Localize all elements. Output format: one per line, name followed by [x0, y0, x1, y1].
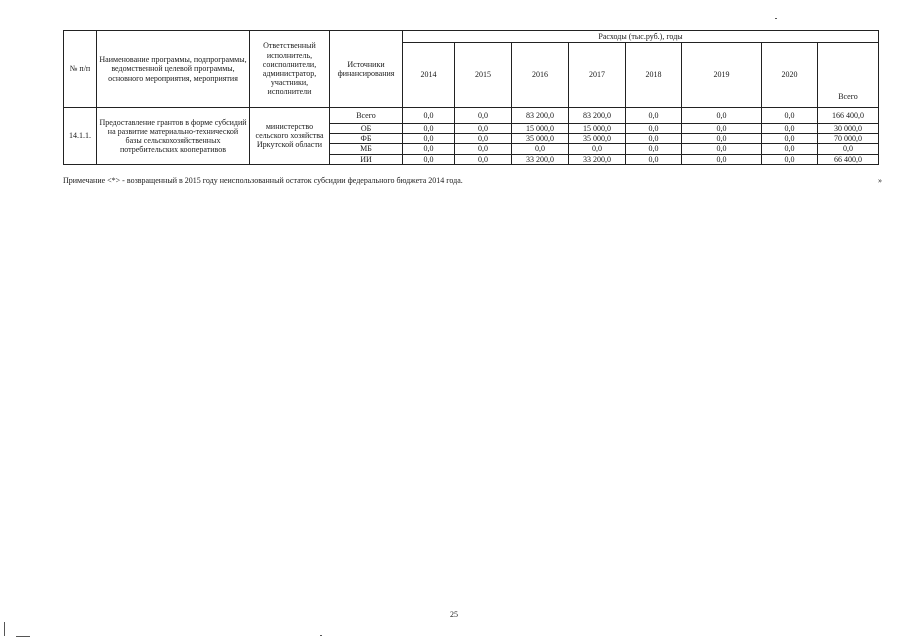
value-cell: 0,0	[403, 144, 455, 154]
value-cell: 35 000,0	[569, 134, 626, 144]
value-cell: 0,0	[682, 134, 762, 144]
value-cell: 0,0	[626, 134, 682, 144]
header-year-2017: 2017	[569, 43, 626, 108]
value-cell: 0,0	[569, 144, 626, 154]
value-cell: 15 000,0	[569, 124, 626, 134]
footnote: Примечание <*> - возвращенный в 2015 году неиспользованный остаток субсидии федерального бюджета 2014 года.	[63, 176, 463, 185]
value-cell: 15 000,0	[512, 124, 569, 134]
row-executor: министерство сельского хозяйства Иркутской области	[250, 108, 330, 165]
value-cell: 166 400,0	[818, 108, 879, 124]
value-cell: 83 200,0	[512, 108, 569, 124]
value-cell: 30 000,0	[818, 124, 879, 134]
value-cell: 0,0	[762, 154, 818, 164]
header-num: № п/п	[64, 31, 97, 108]
scan-speck	[16, 636, 30, 637]
value-cell: 0,0	[682, 108, 762, 124]
value-cell: 35 000,0	[512, 134, 569, 144]
page-number: 25	[450, 610, 458, 619]
value-cell: 0,0	[626, 154, 682, 164]
header-year-2016: 2016	[512, 43, 569, 108]
row-num: 14.1.1.	[64, 108, 97, 165]
value-cell: 0,0	[682, 124, 762, 134]
value-cell: 0,0	[818, 144, 879, 154]
value-cell: 0,0	[403, 124, 455, 134]
value-cell: 0,0	[682, 154, 762, 164]
value-cell: 0,0	[455, 154, 512, 164]
table-row	[64, 108, 879, 124]
header-executor: Ответственный исполнитель, соисполнители, администратор, участники, исполнители	[250, 31, 330, 108]
value-cell: 0,0	[626, 144, 682, 154]
budget-table	[63, 30, 879, 165]
scan-speck	[4, 622, 5, 636]
header-year-2018: 2018	[626, 43, 682, 108]
value-cell: 0,0	[762, 144, 818, 154]
source-cell: ИИ	[330, 154, 403, 164]
source-cell: ФБ	[330, 134, 403, 144]
value-cell: 0,0	[403, 134, 455, 144]
header-total: Всего	[818, 43, 879, 108]
value-cell: 0,0	[403, 154, 455, 164]
source-cell: Всего	[330, 108, 403, 124]
source-cell: МБ	[330, 144, 403, 154]
value-cell: 83 200,0	[569, 108, 626, 124]
source-cell: ОБ	[330, 124, 403, 134]
value-cell: 33 200,0	[569, 154, 626, 164]
scan-speck	[775, 18, 777, 19]
header-year-2014: 2014	[403, 43, 455, 108]
header-year-2019: 2019	[682, 43, 762, 108]
header-source: Источники финансирования	[330, 31, 403, 108]
value-cell: 0,0	[455, 124, 512, 134]
value-cell: 0,0	[626, 124, 682, 134]
value-cell: 0,0	[762, 124, 818, 134]
value-cell: 0,0	[682, 144, 762, 154]
value-cell: 0,0	[455, 108, 512, 124]
value-cell: 0,0	[403, 108, 455, 124]
header-name: Наименование программы, подпрограммы, ведомственной целевой программы, основного мероприятия, мероприятия	[97, 31, 250, 108]
value-cell: 0,0	[455, 144, 512, 154]
value-cell: 0,0	[455, 134, 512, 144]
header-year-2020: 2020	[762, 43, 818, 108]
value-cell: 70 000,0	[818, 134, 879, 144]
scan-speck	[320, 635, 322, 636]
row-name: Предоставление грантов в форме субсидий на развитие материально-технической базы сельскохозяйственных потребительских кооперативов	[97, 108, 250, 165]
value-cell: 0,0	[626, 108, 682, 124]
closing-quote: »	[878, 176, 882, 185]
value-cell: 0,0	[762, 134, 818, 144]
value-cell: 66 400,0	[818, 154, 879, 164]
header-expenses: Расходы (тыс.руб.), годы	[403, 31, 879, 43]
value-cell: 0,0	[512, 144, 569, 154]
header-year-2015: 2015	[455, 43, 512, 108]
value-cell: 0,0	[762, 108, 818, 124]
value-cell: 33 200,0	[512, 154, 569, 164]
